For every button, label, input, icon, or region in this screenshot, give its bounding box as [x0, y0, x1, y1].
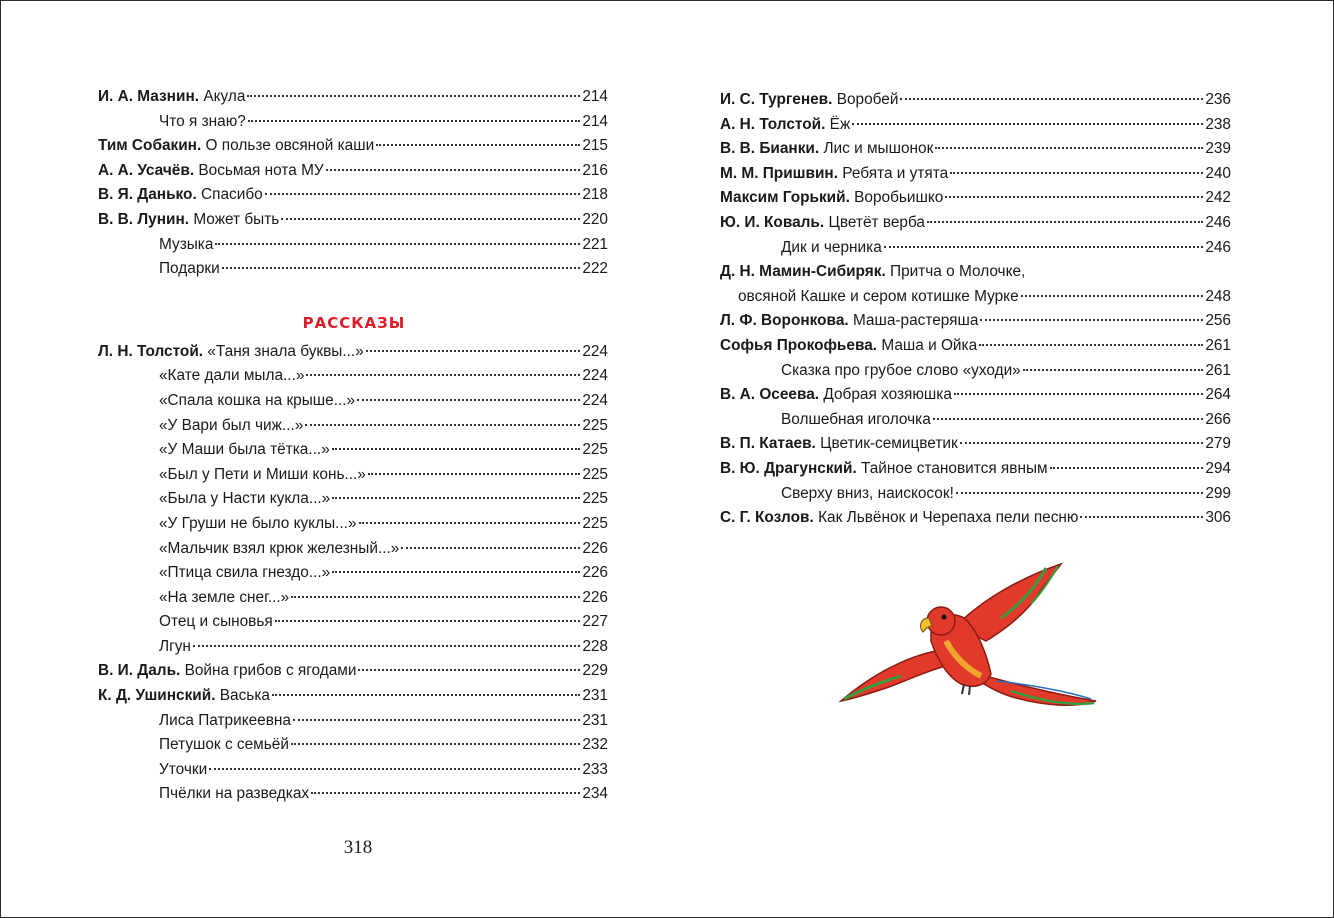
toc-title: Подарки — [159, 260, 220, 278]
toc-entry-text — [98, 208, 279, 233]
dot-leader — [275, 620, 581, 622]
toc-entry-text — [98, 257, 220, 282]
toc-entry-text — [98, 487, 330, 512]
toc-entry-text — [98, 414, 303, 439]
toc-title: Ребята и утята — [842, 164, 949, 182]
toc-entry-text — [98, 610, 273, 635]
toc-entry — [98, 159, 608, 184]
dot-leader — [305, 424, 580, 426]
dot-leader — [311, 792, 580, 794]
toc-title: Воробей — [836, 91, 899, 108]
toc-title: Может быть — [193, 210, 280, 228]
dot-leader — [956, 492, 1203, 494]
toc-page-number: 229 — [582, 662, 608, 680]
toc-entry — [98, 134, 608, 159]
toc-entry — [720, 309, 1231, 334]
toc-entry-text — [720, 432, 958, 457]
toc-page-number: 266 — [1205, 410, 1231, 428]
dot-leader — [357, 399, 580, 401]
dot-leader — [401, 547, 580, 549]
toc-title: «Спала кошка на крыше...» — [159, 391, 356, 409]
toc-entry — [720, 88, 1231, 113]
toc-page-number: 242 — [1205, 189, 1231, 207]
toc-entry-text — [98, 537, 399, 562]
toc-entry-text — [98, 659, 356, 684]
dot-leader — [954, 393, 1203, 395]
dot-leader — [222, 267, 581, 269]
toc-page-number: 234 — [582, 785, 608, 803]
toc-entry — [720, 186, 1231, 211]
toc-page-number: 246 — [1205, 238, 1231, 256]
toc-entry-text — [98, 85, 245, 110]
dot-leader — [359, 522, 581, 524]
toc-page-number: 226 — [582, 564, 608, 582]
toc-poems-list — [98, 85, 608, 282]
toc-title: Добрая хозяюшка — [823, 386, 952, 404]
section-spacer — [98, 282, 608, 306]
toc-entry — [98, 389, 608, 414]
toc-title: Сверху вниз, наискосок! — [781, 484, 954, 502]
dot-leader — [933, 418, 1204, 420]
toc-page-number: 299 — [1205, 484, 1231, 502]
toc-entry — [98, 438, 608, 463]
toc-entry-text — [720, 408, 931, 433]
toc-page-number: 227 — [582, 613, 608, 631]
toc-title: овсяной Кашке и сером котишке Мурке — [738, 287, 1019, 305]
toc-entry-text — [98, 183, 263, 208]
toc-author: Максим Горький. — [720, 189, 850, 207]
section-title-stories: РАССКАЗЫ — [302, 313, 406, 332]
toc-title: «Была у Насти кукла...» — [159, 490, 331, 508]
toc-title: «Кате дали мыла...» — [159, 367, 305, 385]
toc-entry — [98, 537, 608, 562]
toc-author: В. В. Лунин. — [98, 210, 190, 228]
toc-entry — [98, 610, 608, 635]
dot-leader — [306, 374, 580, 376]
toc-title: Петушок с семьёй — [159, 736, 289, 754]
toc-page-number: 224 — [582, 391, 608, 409]
toc-entry-text — [98, 758, 207, 783]
toc-entry-text — [98, 364, 304, 389]
toc-title: «У Вари был чиж...» — [159, 416, 304, 434]
toc-entry-text — [98, 684, 270, 709]
page-number: 318 — [343, 837, 373, 858]
toc-entry — [720, 137, 1231, 162]
toc-author: В. И. Даль. — [98, 662, 181, 680]
dot-leader — [945, 196, 1203, 198]
toc-title: Цветик-семицветик — [820, 435, 958, 453]
toc-entry — [98, 257, 608, 282]
toc-entry-text — [98, 463, 366, 488]
toc-author: Л. Ф. Воронкова. — [720, 312, 849, 330]
toc-entry — [98, 659, 608, 684]
toc-entry — [98, 733, 608, 758]
toc-title: Восьмая нота МУ — [198, 161, 324, 179]
toc-page-number: 239 — [1205, 140, 1231, 158]
toc-title: «У Груши не было куклы...» — [159, 514, 357, 532]
toc-entry-text — [720, 186, 943, 211]
toc-author: К. Д. Ушинский. — [98, 687, 216, 705]
toc-author: И. А. Мазнин. — [98, 88, 200, 105]
toc-entry — [720, 383, 1231, 408]
toc-entry — [98, 340, 608, 365]
dot-leader — [358, 669, 580, 671]
dot-leader — [215, 243, 580, 245]
dot-leader — [979, 344, 1203, 346]
toc-entry — [98, 684, 608, 709]
parrot-illustration — [836, 556, 1126, 746]
toc-page-number: 224 — [582, 342, 608, 360]
toc-entry-text — [720, 383, 952, 408]
toc-entry — [98, 709, 608, 734]
toc-page-number: 225 — [582, 514, 608, 532]
dot-leader — [1050, 467, 1204, 469]
toc-title: Цветёт верба — [828, 213, 925, 231]
toc-right-column — [720, 88, 1231, 531]
toc-page-number: 261 — [1205, 336, 1231, 354]
toc-entry — [720, 236, 1231, 261]
toc-title: «У Маши была тётка...» — [159, 441, 330, 459]
toc-author: С. Г. Козлов. — [720, 509, 814, 527]
toc-entry-text — [720, 457, 1048, 482]
toc-entry-text — [98, 733, 289, 758]
dot-leader — [980, 319, 1203, 321]
toc-title: «На земле снег...» — [159, 588, 290, 606]
toc-author: А. А. Усачёв. — [98, 161, 195, 179]
dot-leader — [332, 497, 580, 499]
toc-entry-text — [98, 389, 355, 414]
toc-entry-text — [98, 340, 364, 365]
toc-entry — [98, 208, 608, 233]
toc-entry — [98, 364, 608, 389]
toc-page-number: 220 — [582, 210, 608, 228]
dot-leader — [852, 123, 1203, 125]
toc-entry-text — [720, 236, 882, 261]
dot-leader — [247, 95, 580, 97]
toc-title: Отец и сыновья — [159, 613, 273, 631]
toc-entry-text — [98, 635, 191, 660]
toc-entry — [720, 260, 1231, 285]
toc-entry — [98, 110, 608, 135]
toc-title: «Птица свила гнездо...» — [159, 564, 331, 582]
toc-entry — [720, 457, 1231, 482]
toc-entry — [98, 561, 608, 586]
toc-entry — [98, 414, 608, 439]
toc-page-number: 248 — [1205, 287, 1231, 305]
toc-entry — [720, 506, 1231, 531]
toc-entry-text — [98, 561, 330, 586]
dot-leader — [291, 596, 580, 598]
dot-leader — [332, 571, 580, 573]
toc-title: Маша-растеряша — [852, 312, 979, 330]
dot-leader — [1080, 516, 1203, 518]
toc-entry — [98, 586, 608, 611]
toc-page-number: 238 — [1205, 115, 1231, 133]
parrot-head — [927, 607, 955, 635]
dot-leader — [1023, 369, 1204, 371]
toc-title: «Мальчик взял крюк железный...» — [159, 539, 400, 557]
dot-leader — [291, 743, 580, 745]
toc-page-number: 226 — [582, 588, 608, 606]
toc-title: Уточки — [159, 760, 208, 778]
toc-title: Как Львёнок и Черепаха пели песню — [818, 509, 1079, 527]
toc-entry-text — [720, 506, 1078, 531]
toc-entry — [98, 487, 608, 512]
toc-entry-text — [98, 134, 374, 159]
toc-entry-text — [720, 162, 948, 187]
toc-title: Дик и черника — [781, 238, 882, 256]
toc-page-number: 226 — [582, 539, 608, 557]
toc-entry-text — [720, 482, 954, 507]
toc-entry — [98, 85, 608, 110]
toc-title: Воробьишко — [854, 189, 944, 207]
toc-entry-text — [98, 586, 289, 611]
parrot-tail — [984, 676, 1096, 705]
toc-title: Ёж — [829, 115, 851, 133]
toc-page-number: 225 — [582, 441, 608, 459]
dot-leader — [281, 218, 580, 220]
toc-page-number: 225 — [582, 465, 608, 483]
dot-leader — [950, 172, 1203, 174]
toc-page-number: 232 — [582, 736, 608, 754]
toc-entry — [720, 113, 1231, 138]
dot-leader — [1021, 295, 1204, 297]
toc-entry — [720, 162, 1231, 187]
toc-title: Спасибо — [201, 186, 263, 204]
toc-entry — [720, 211, 1231, 236]
toc-title: Лгун — [159, 637, 191, 655]
toc-author: И. С. Тургенев. — [720, 91, 833, 108]
toc-page-number: 294 — [1205, 459, 1231, 477]
toc-entry-text — [720, 137, 933, 162]
dot-leader — [332, 448, 581, 450]
dot-leader — [927, 221, 1203, 223]
toc-author: В. Я. Данько. — [98, 186, 197, 204]
toc-page-number: 224 — [582, 367, 608, 385]
dot-leader — [960, 442, 1204, 444]
toc-entry-text — [98, 110, 246, 135]
toc-title: Музыка — [159, 235, 214, 253]
toc-title: Волшебная иголочка — [781, 410, 931, 428]
toc-page-number: 221 — [582, 235, 608, 253]
toc-title: Тайное становится явным — [861, 459, 1048, 477]
toc-page-number: 214 — [582, 88, 608, 105]
toc-page-number: 222 — [582, 260, 608, 278]
toc-stories-list — [98, 340, 608, 807]
toc-author: В. В. Бианки. — [720, 140, 820, 158]
toc-page-number: 218 — [582, 186, 608, 204]
toc-entry-text — [98, 709, 291, 734]
dot-leader — [293, 719, 580, 721]
toc-title: Притча о Молочке, — [890, 263, 1026, 281]
toc-author: Ю. И. Коваль. — [720, 213, 825, 231]
toc-entry-text — [720, 309, 978, 334]
toc-entry — [98, 635, 608, 660]
toc-author: В. П. Катаев. — [720, 435, 816, 453]
toc-page-number: 215 — [582, 137, 608, 155]
toc-page-number: 246 — [1205, 213, 1231, 231]
toc-page-number: 256 — [1205, 312, 1231, 330]
toc-entry-text — [98, 159, 324, 184]
dot-leader — [248, 120, 581, 122]
toc-title: О пользе овсяной каши — [205, 137, 375, 155]
toc-entry — [98, 183, 608, 208]
toc-page-number: 216 — [582, 161, 608, 179]
toc-entry — [720, 408, 1231, 433]
toc-entry-text — [720, 88, 898, 113]
dot-leader — [209, 768, 580, 770]
toc-page-number: 225 — [582, 490, 608, 508]
dot-leader — [900, 98, 1203, 100]
dot-leader — [326, 169, 581, 171]
toc-page-number: 306 — [1205, 509, 1231, 527]
toc-page-number: 231 — [582, 711, 608, 729]
toc-left-column — [98, 85, 608, 807]
toc-entry-text — [720, 113, 850, 138]
toc-title: Маша и Ойка — [881, 336, 978, 354]
toc-title: Сказка про грубое слово «уходи» — [781, 361, 1021, 379]
toc-author: Л. Н. Толстой. — [98, 342, 204, 360]
toc-author: А. Н. Толстой. — [720, 115, 826, 133]
toc-page-number: 261 — [1205, 361, 1231, 379]
toc-entry-text — [720, 211, 925, 236]
toc-author: Тим Собакин. — [98, 137, 202, 155]
toc-page-number: 240 — [1205, 164, 1231, 182]
toc-entry-text — [98, 438, 330, 463]
toc-title: Лиса Патрикеевна — [159, 711, 291, 729]
dot-leader — [935, 147, 1203, 149]
toc-entry-text — [720, 334, 977, 359]
toc-entry-text — [720, 285, 1019, 310]
toc-title: «Был у Пети и Миши конь...» — [159, 465, 366, 483]
toc-entry-text — [98, 782, 309, 807]
toc-entry — [720, 359, 1231, 384]
toc-title: Васька — [219, 687, 270, 705]
toc-page-number: 231 — [582, 687, 608, 705]
toc-author: В. Ю. Драгунский. — [720, 459, 857, 477]
toc-stories-continued-list — [720, 88, 1231, 531]
toc-page-number: 236 — [1205, 91, 1231, 108]
toc-entry — [98, 782, 608, 807]
toc-page-number: 279 — [1205, 435, 1231, 453]
toc-author: Софья Прокофьева. — [720, 336, 878, 354]
dot-leader — [272, 694, 580, 696]
toc-entry — [720, 432, 1231, 457]
toc-entry-text — [98, 233, 213, 258]
toc-page-number: 228 — [582, 637, 608, 655]
dot-leader — [193, 645, 580, 647]
toc-page-number: 233 — [582, 760, 608, 778]
toc-author: М. М. Пришвин. — [720, 164, 838, 182]
toc-entry — [98, 512, 608, 537]
toc-entry — [98, 758, 608, 783]
dot-leader — [265, 193, 581, 195]
toc-entry — [98, 233, 608, 258]
toc-author: Д. Н. Мамин-Сибиряк. — [720, 263, 886, 281]
dot-leader — [368, 473, 580, 475]
toc-entry-text — [720, 359, 1021, 384]
toc-entry — [720, 285, 1231, 310]
toc-entry — [720, 334, 1231, 359]
toc-author: В. А. Осеева. — [720, 386, 820, 404]
toc-title: Что я знаю? — [159, 112, 246, 130]
toc-entry-text — [98, 512, 357, 537]
toc-entry — [720, 482, 1231, 507]
toc-title: Лис и мышонок — [823, 140, 934, 158]
toc-page-number: 264 — [1205, 386, 1231, 404]
toc-title: «Таня знала буквы...» — [207, 342, 364, 360]
toc-title: Пчёлки на разведках — [159, 785, 310, 803]
dot-leader — [884, 246, 1204, 248]
toc-page-number: 225 — [582, 416, 608, 434]
toc-title: Акула — [203, 88, 246, 105]
toc-title: Война грибов с ягодами — [184, 662, 357, 680]
dot-leader — [366, 350, 581, 352]
dot-leader — [376, 144, 580, 146]
toc-page-number: 214 — [582, 112, 608, 130]
toc-entry-text — [720, 260, 1025, 285]
toc-entry — [98, 463, 608, 488]
